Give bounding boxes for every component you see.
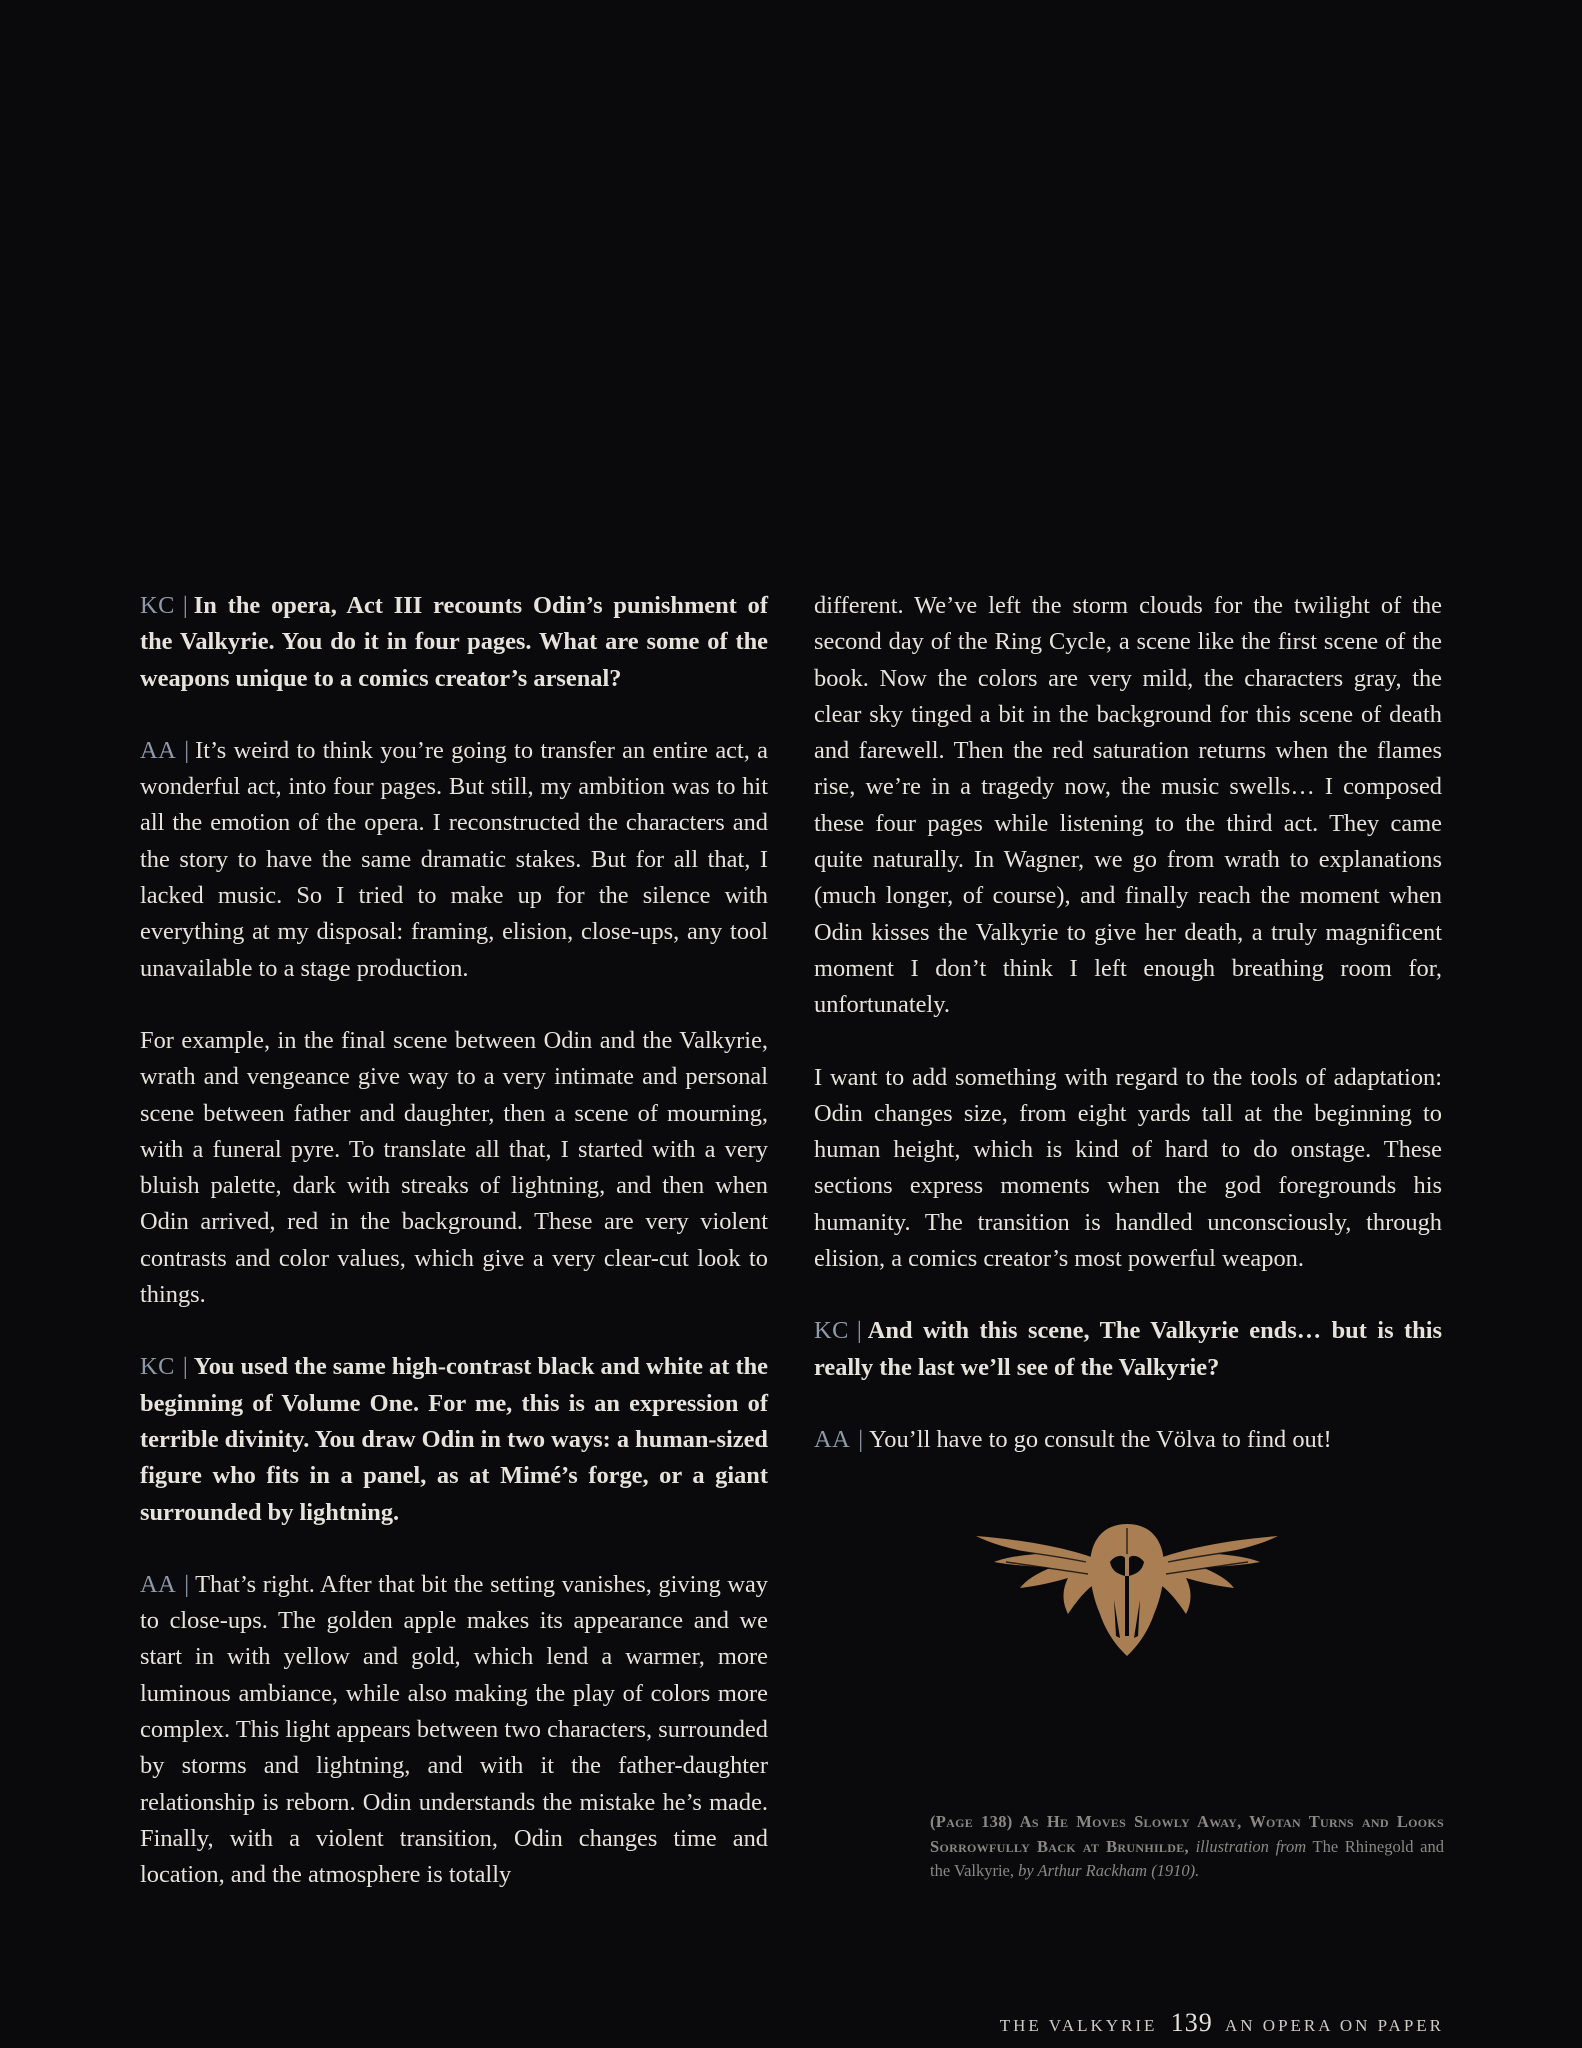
image-caption: [930, 1810, 1444, 1884]
interview-answer: [140, 733, 768, 987]
speaker-separator: |: [184, 1570, 190, 1598]
speaker-separator: |: [182, 592, 188, 619]
caption-title: (Page 138) As He Moves Slowly Away, Wotan Turns and Looks Sorrowfully Back at Brunhilde,: [930, 1812, 1444, 1856]
left-column: [140, 588, 768, 1930]
answer-text: You’ll have to go consult the Völva to find out!: [869, 1425, 1332, 1453]
right-column: [814, 588, 1442, 1494]
speaker-tag: AA: [140, 1570, 177, 1598]
answer-text: It’s weird to think you’re going to transfer an entire act, a wonderful act, into four pages. But still, my ambition was to hit all the emotion of the opera. I reconstructed the characters and the story to have the same dramatic stakes. But for all that, I lacked music. So I tried to make up for the silence with everything at my disposal: framing, elision, close-ups, any tool unavailable to a stage production.: [140, 736, 768, 982]
interview-question: [140, 588, 768, 697]
speaker-separator: |: [856, 1317, 862, 1345]
answer-paragraph: I want to add something with regard to the tools of adaptation: Odin changes size, from eight yards tall at the beginning to human height, which is kind of hard to do onstage. These sections express moments when the god foregrounds his humanity. The transition is handled unconsciously, through elision, a comics creator’s most powerful weapon.: [814, 1063, 1442, 1273]
answer-paragraph: different. We’ve left the storm clouds for the twilight of the second day of the Ring Cycle, a scene like the first scene of the book. Now the colors are very mild, the characters gray, the clear sky tinged a bit in the background for this scene of death and farewell. Then the red saturation returns when the flames rise, we’re in a tragedy now, the music swells… I composed these four pages while listening to the third act. They came quite naturally. In Wagner, we go from wrath to explanations (much longer, of course), and finally reach the moment when Odin kisses the Valkyrie to give her death, a truly magnificent moment I don’t think I left enough breathing room for, unfortunately.: [814, 592, 1442, 1019]
question-text: In the opera, Act III recounts Odin’s punishment of the Valkyrie. You do it in four pages. What are some of the weapons unique to a comics creator’s arsenal?: [140, 592, 768, 692]
caption-connector: illustration from: [1195, 1836, 1307, 1856]
interview-question: [140, 1349, 768, 1530]
interview-answer: [814, 1422, 1442, 1458]
speaker-separator: |: [858, 1425, 864, 1453]
caption-credit: by Arthur Rackham (1910).: [1018, 1861, 1200, 1880]
speaker-tag: AA: [140, 736, 177, 764]
interview-question: [814, 1313, 1442, 1386]
question-text: You used the same high-contrast black and white at the beginning of Volume One. For me, this is an expression of terrible divinity. You draw Odin in two ways: a human-sized figure who fits in a panel, as at Mimé’s forge, or a giant surrounded by lightning.: [140, 1353, 768, 1526]
footer-subtitle: AN OPERA ON PAPER: [1225, 2016, 1444, 2035]
caption-book-title: The Rhinegold and the Valkyrie,: [930, 1836, 1444, 1880]
speaker-tag: KC: [814, 1317, 849, 1345]
speaker-tag: AA: [814, 1425, 851, 1453]
answer-text: That’s right. After that bit the setting vanishes, giving way to close-ups. The golden apple makes its appearance and we start in with yellow and gold, which lend a warmer, more luminous ambiance, while also making the play of colors more complex. This light appears between two characters, surrounded by storms and lightning, and with it the father-daughter relationship is reborn. Odin understands the mistake he’s made. Finally, with a violent transition, Odin changes time and location, and the atmosphere is totally: [140, 1570, 768, 1889]
page-number: 139: [1170, 2008, 1213, 2037]
speaker-tag: KC: [140, 1353, 175, 1381]
interview-answer: [140, 1567, 768, 1894]
answer-paragraph: For example, in the final scene between Odin and the Valkyrie, wrath and vengeance give way to a very intimate and personal scene between father and daughter, then a scene of mourning, with a funeral pyre. To translate all that, I started with a very bluish palette, dark with streaks of lightning, and then when Odin arrived, red in the background. These are very violent contrasts and color values, which give a very clear-cut look to things.: [140, 1026, 768, 1309]
winged-helmet-icon: [976, 1518, 1278, 1658]
question-text: And with this scene, The Valkyrie ends… but is this really the last we’ll see of the Valkyrie?: [814, 1317, 1442, 1381]
footer-book-title: THE VALKYRIE: [999, 2016, 1158, 2035]
speaker-separator: |: [184, 736, 190, 764]
speaker-tag: KC: [140, 592, 175, 619]
speaker-separator: |: [182, 1353, 188, 1381]
running-footer: [1000, 2008, 1444, 2038]
